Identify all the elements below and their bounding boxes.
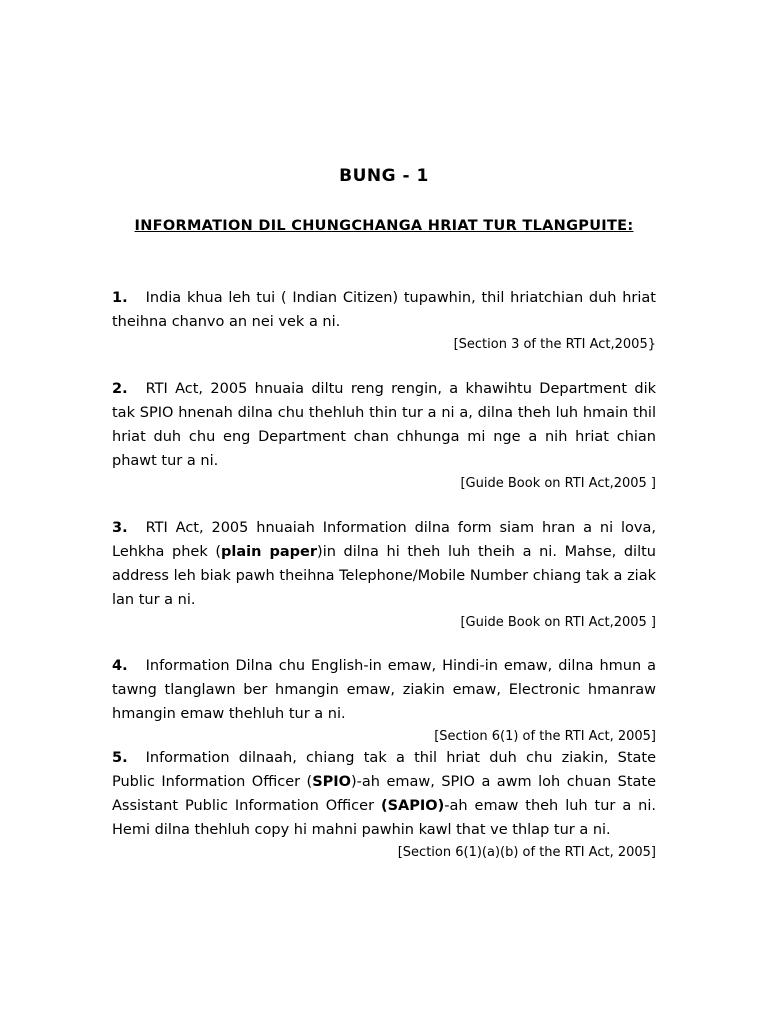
- list-item-1: [112, 286, 656, 356]
- item-reference: [Section 6(1) of the RTI Act, 2005]: [434, 729, 656, 744]
- item-text: Information Dilna chu English-in emaw, Hindi-in emaw, dilna hmun a tawng tlanglawn ber hmangin emaw, ziakin emaw, Electronic hmanraw hmangin emaw thehluh tur a ni.: [112, 658, 656, 722]
- item-text: RTI Act, 2005 hnuaiah Information dilna form siam hran a ni lova, Lehkha phek (: [112, 520, 656, 560]
- list-item-3: [112, 516, 656, 634]
- item-bold-text: SPIO: [312, 774, 352, 790]
- item-number: 5.: [112, 750, 128, 766]
- item-text: )in dilna hi theh luh theih a ni. Mahse, diltu address leh biak pawh theihna Telephone/Mobile Number chiang tak a ziak lan tur a ni.: [112, 544, 656, 608]
- page-title: BUNG - 1: [339, 166, 429, 186]
- item-text: )-ah emaw, SPIO a awm loh chuan State Assistant Public Information Officer: [112, 774, 656, 814]
- list-item-4: [112, 654, 656, 748]
- item-text: RTI Act, 2005 hnuaia diltu reng rengin, a khawihtu Department dik tak SPIO hnenah dilna chu thehluh thin tur a ni a, dilna theh luh hmain thil hriat duh chu eng Department chan chhunga mi nge a nih hriat chian phawt tur a ni.: [112, 381, 656, 469]
- item-bold-text: plain paper: [221, 544, 318, 560]
- item-reference: [Section 6(1)(a)(b) of the RTI Act, 2005]: [397, 845, 656, 860]
- item-reference: [Section 3 of the RTI Act,2005}: [453, 337, 656, 352]
- item-text: Information dilnaah, chiang tak a thil hriat duh chu ziakin, State Public Information Officer (: [112, 750, 656, 790]
- item-reference: [Guide Book on RTI Act,2005 ]: [460, 615, 656, 630]
- item-number: 2.: [112, 381, 128, 397]
- item-number: 4.: [112, 658, 128, 674]
- item-reference: [Guide Book on RTI Act,2005 ]: [460, 476, 656, 491]
- item-number: 3.: [112, 520, 128, 536]
- item-text: India khua leh tui ( Indian Citizen) tupawhin, thil hriatchian duh hriat theihna chanvo an nei vek a ni.: [112, 290, 656, 330]
- list-item-5: [112, 746, 656, 864]
- item-text: -ah emaw theh luh tur a ni. Hemi dilna thehluh copy hi mahni pawhin kawl that ve thlap tur a ni.: [112, 798, 656, 838]
- item-number: 1.: [112, 290, 128, 306]
- page-subtitle: INFORMATION DIL CHUNGCHANGA HRIAT TUR TLANGPUITE:: [134, 218, 634, 234]
- list-item-2: [112, 377, 656, 495]
- item-bold-text: (SAPIO): [380, 798, 445, 814]
